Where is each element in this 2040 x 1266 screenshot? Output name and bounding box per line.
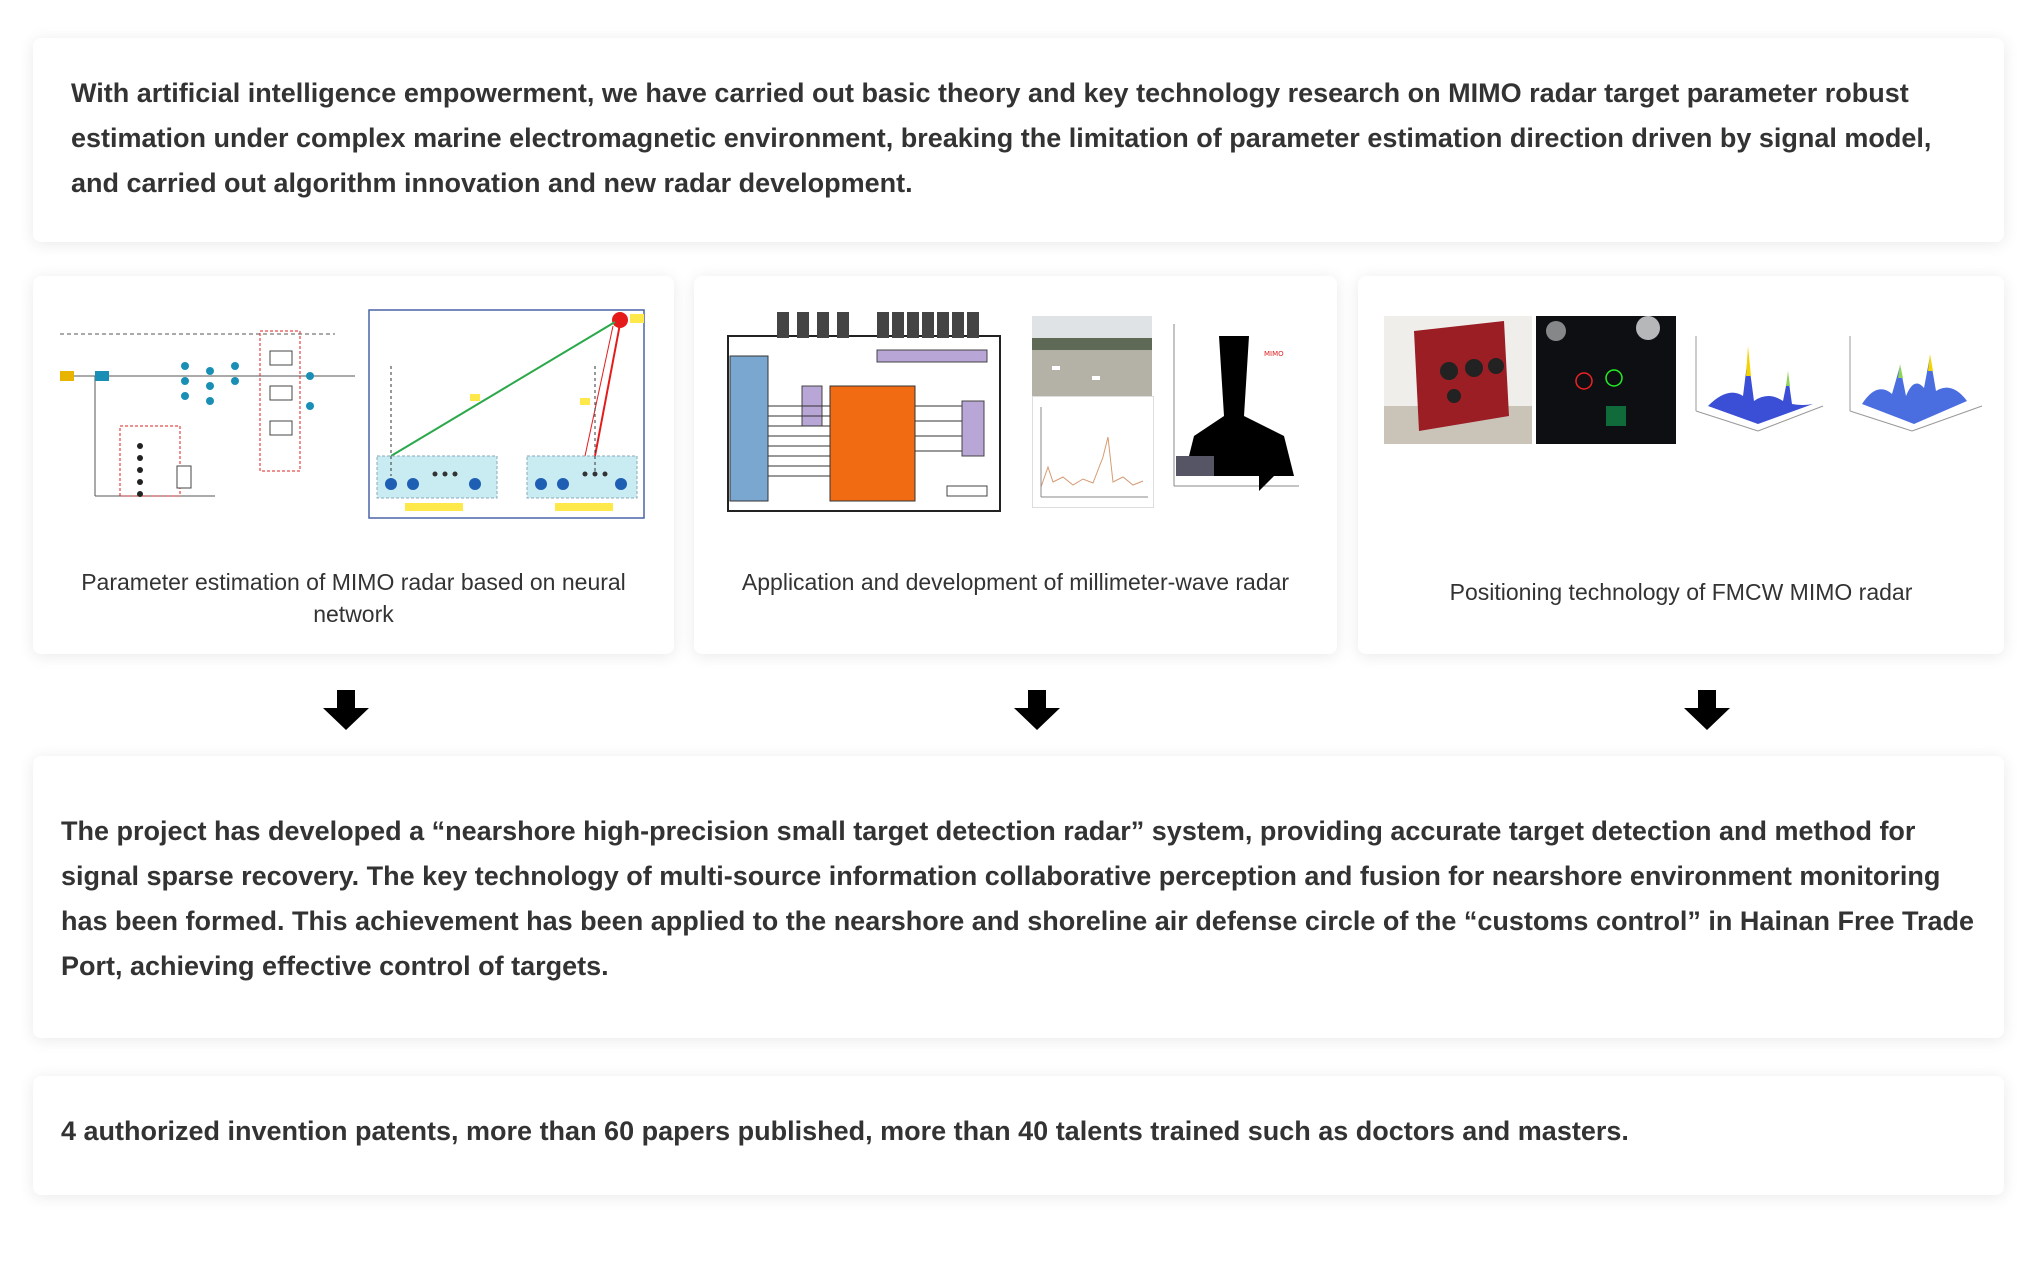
intro-card [33, 38, 2004, 242]
radar-board-block-diagram [722, 306, 1012, 521]
feature-caption: Positioning technology of FMCW MIMO radar [1449, 579, 1913, 605]
feature-card-millimeter-wave [694, 276, 1337, 654]
detection-fan-plot [1164, 316, 1304, 506]
radar-device-photo [1384, 316, 1532, 444]
feature-card-neural-network [33, 276, 674, 654]
feature-caption: Parameter estimation of MIMO radar based on neural network [81, 569, 626, 627]
down-arrow-icon [323, 690, 369, 730]
feature-card-fmcw [1358, 276, 2004, 654]
neural-network-mimo-diagram [55, 306, 655, 521]
achievements-text: 4 authorized invention patents, more than 60 papers published, more than 40 talents trained such as doctors and masters. [61, 1116, 1629, 1146]
3d-spectrum-plot-1 [1688, 316, 1828, 436]
svg-text:MIMO: MIMO [1264, 350, 1284, 358]
3d-spectrum-plot-2 [1842, 316, 1987, 436]
down-arrow-icon [1014, 690, 1060, 730]
intro-text: With artificial intelligence empowerment, we have carried out basic theory and key technology research on MIMO radar target parameter robust estimation under complex marine electromagnetic environment, breaking the limitation of parameter estimation direction driven by signal model, and carried out algorithm innovation and new radar development. [71, 78, 1932, 198]
feature-caption: Application and development of millimeter-wave radar [741, 569, 1290, 595]
project-text: The project has developed a “nearshore high-precision small target detection radar” system, providing accurate target detection and method for signal sparse recovery. The key technology of multi-source information collaborative perception and fusion for nearshore environment monitoring has been formed. This achievement has been applied to the nearshore and shoreline air defense circle of the “customs control” in Hainan Free Trade Port, achieving effective control of targets. [61, 816, 1975, 981]
outdoor-radar-photo [1032, 316, 1152, 396]
night-detection-photo [1536, 316, 1676, 444]
project-summary-card [33, 756, 2004, 1038]
achievements-card [33, 1076, 2004, 1195]
range-profile-plot [1032, 396, 1154, 508]
down-arrow-icon [1684, 690, 1730, 730]
